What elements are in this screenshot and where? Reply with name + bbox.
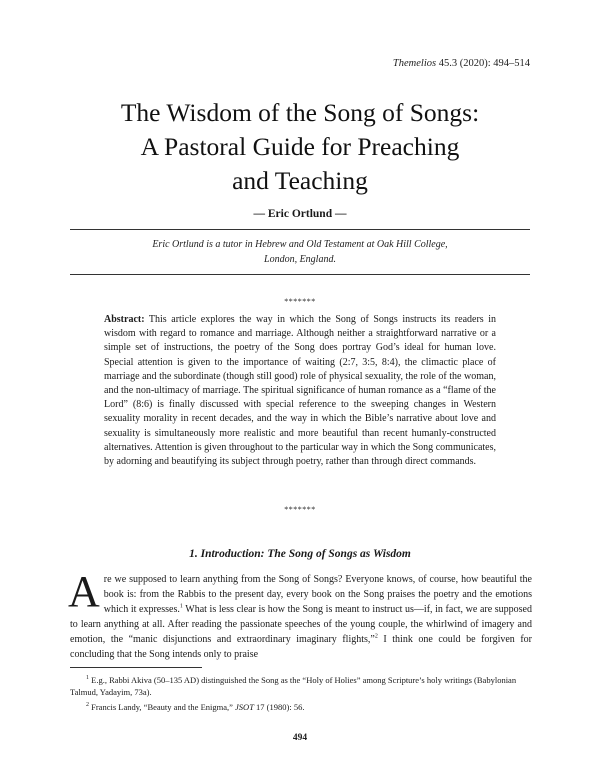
- title-line-3: and Teaching: [232, 166, 368, 195]
- body-text-part-1: re we supposed to learn anything from the Song of Songs? Everyone knows, of course, how beautiful the book is: from the Rabbis to the present day, every book on the Song praises the poetry and the emotions which it expresses.: [103, 574, 532, 615]
- author-byline: — Eric Ortlund —: [253, 208, 347, 220]
- drop-cap: A: [68, 567, 100, 616]
- separator-stars-top: *******: [284, 297, 316, 306]
- page-number: 494: [292, 733, 308, 743]
- abstract: [104, 313, 496, 469]
- footnote-rule: [70, 667, 202, 668]
- footnote-1-text: E.g., Rabbi Akiva (50–135 AD) distinguished the Song as the “Holy of Holies” among Scripture’s holy writings (Babylonian Talmud, Yadayim, 73a).: [70, 675, 517, 697]
- footnote-2-journal: JSOT: [235, 702, 254, 712]
- separator-stars-bottom: *******: [284, 505, 316, 514]
- affiliation-line-1: Eric Ortlund is a tutor in Hebrew and Old Testament at Oak Hill College,: [152, 239, 448, 250]
- affiliation-line-2: London, England.: [264, 254, 336, 265]
- footnote-ref-2[interactable]: 2: [374, 633, 378, 640]
- article-title: [60, 96, 540, 198]
- footnote-2-text-before: Francis Landy, “Beauty and the Enigma,”: [89, 702, 236, 712]
- affiliation-rule-top: [70, 229, 530, 230]
- footnote-2: [70, 702, 532, 714]
- author-affiliation: [100, 237, 500, 267]
- footnote-ref-1[interactable]: 1: [179, 603, 183, 610]
- journal-name: Themelios: [392, 58, 437, 69]
- affiliation-rule-bottom: [70, 274, 530, 275]
- body-text-part-3: I think one could be forgiven for concluding that the Song intends only to praise: [70, 634, 532, 660]
- body-text-part-2: What is less clear is how the Song is meant to instruct us—if, in fact, we are supposed to learn anything at all. After reading the passionate speeches of the young couple, the whirlwind of imagery and emotion, the “manic disjunctions and extraordinary imaginary flights,”: [70, 604, 532, 645]
- volume-issue-pages: 45.3 (2020): 494–514: [438, 58, 530, 69]
- abstract-label: Abstract:: [104, 314, 145, 325]
- footnote-1: [70, 675, 532, 698]
- section-heading: 1. Introduction: The Song of Songs as Wisdom: [189, 548, 411, 560]
- footnote-2-marker: 2: [86, 702, 89, 709]
- abstract-text: This article explores the way in which the Song of Songs instructs its readers in wisdom with regard to romance and marriage. Although neither a straightforward narrative or a simple set of instructions, the poetry of the Song does portray God’s ideal for human love. Special attention is given to the importance of waiting (2:7, 3:5, 8:4), the climactic place of marriage and the subordinate (though still good) role of physical sexuality, the role of the woman, and the non-ultimacy of marriage. The spiritual significance of human romance as a “flame of the Lord” (8:6) is finally discussed with special reference to the sweeping changes in Western sexuality morality in recent decades, and the way in which the Bible’s narrative about love and sexuality is simultaneously more realistic and more beautiful than recent humanly-constructed alternatives. Attention is given throughout to the particular way in which the Song communicates, by adorning and beautifying its subject through poetry, rather than through direct commands.: [104, 314, 496, 468]
- footnote-2-text-after: 17 (1980): 56.: [253, 702, 305, 712]
- title-line-2: A Pastoral Guide for Preaching: [140, 132, 460, 161]
- body-paragraph: [68, 567, 532, 662]
- journal-citation: [393, 58, 530, 69]
- title-line-1: The Wisdom of the Song of Songs:: [120, 98, 480, 127]
- footnote-1-marker: 1: [86, 675, 89, 682]
